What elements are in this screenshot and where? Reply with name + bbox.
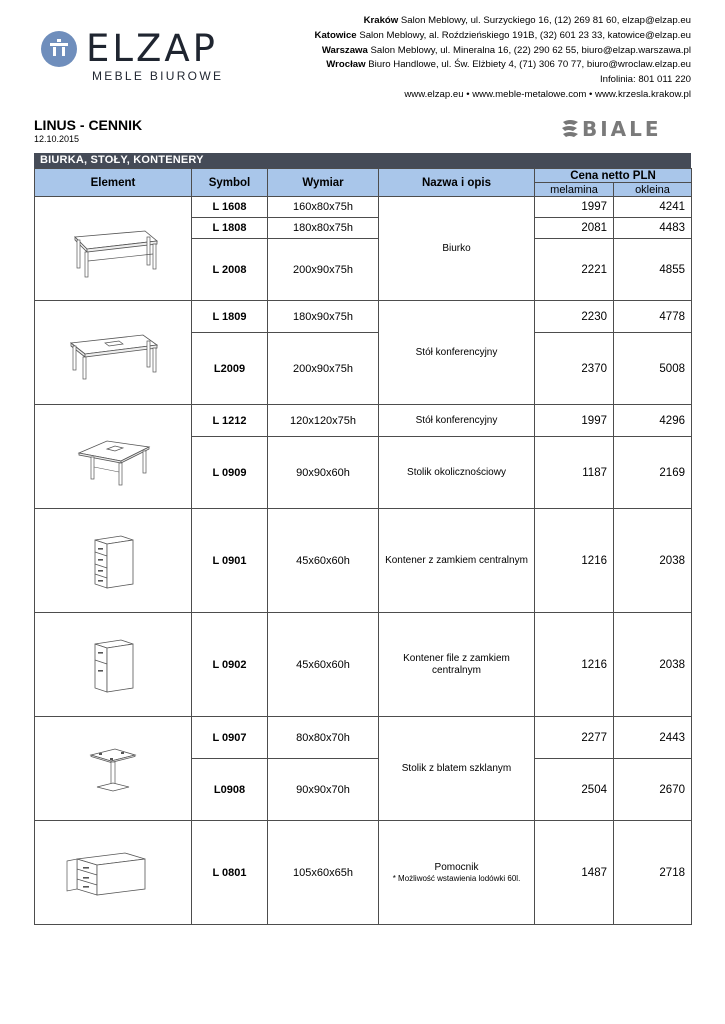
cell-wymiar: 180x90x75h [268,301,379,333]
cell-melamina: 1997 [535,405,614,437]
cell-okleina: 4855 [614,239,692,301]
cell-melamina: 2081 [535,218,614,239]
cell-melamina: 1187 [535,437,614,509]
cell-symbol: L 0801 [192,821,268,925]
header-okleina: okleina [614,183,692,197]
cell-description: Biurko [379,197,535,301]
cell-wymiar: 105x60x65h [268,821,379,925]
cell-okleina: 5008 [614,333,692,405]
logo-mark-icon [41,31,77,67]
table-row [35,717,692,759]
description-title: Pomocnik [434,861,479,873]
biale-logo [560,116,692,140]
cell-symbol: L 1608 [192,197,268,218]
cell-symbol: L 1808 [192,218,268,239]
table-row [35,509,692,613]
cell-description [379,821,535,925]
websites[interactable]: www.elzap.eu • www.meble-metalowe.com • www.krzesla.krakow.pl [404,88,691,100]
header-nazwa: Nazwa i opis [379,169,535,197]
brand-name: ELZAP [86,27,218,70]
cell-okleina: 4483 [614,218,692,239]
cell-melamina: 1216 [535,613,614,717]
cell-symbol: L 1212 [192,405,268,437]
contact-line-katowice: Katowice Salon Meblowy, al. Roździeńskiego 191B, (32) 601 23 33, katowice@elzap.eu [314,29,691,41]
price-table [34,153,691,925]
cell-symbol: L 0907 [192,717,268,759]
file-container-icon [35,613,192,717]
contact-block [315,14,691,103]
cell-melamina: 2230 [535,301,614,333]
contact-line-wroclaw: Wrocław Biuro Handlowe, ul. Św. Elżbiety 4, (71) 306 70 77, biuro@wroclaw.elzap.eu [326,59,691,71]
cell-symbol: L 0901 [192,509,268,613]
document-date: 12.10.2015 [34,134,80,144]
cell-description: Kontener z zamkiem centralnym [379,509,535,613]
cell-melamina: 1997 [535,197,614,218]
cell-wymiar: 200x90x75h [268,239,379,301]
desk-icon [35,197,192,301]
conference-table-icon [35,301,192,405]
glass-coffee-table-icon [35,717,192,821]
cell-description: Kontener file z zamkiem centralnym [379,613,535,717]
cell-symbol: L 0902 [192,613,268,717]
svg-text:BIALE: BIALE [582,117,662,140]
section-header: BIURKA, STOŁY, KONTENERY [34,153,691,168]
header-melamina: melamina [535,183,614,197]
contact-line-krakow: Kraków Salon Meblowy, ul. Surzyckiego 16, (12) 269 81 60, elzap@elzap.eu [363,15,691,26]
cell-wymiar: 180x80x75h [268,218,379,239]
cell-okleina: 2038 [614,613,692,717]
cell-description: Stół konferencyjny [379,301,535,405]
cell-okleina: 4296 [614,405,692,437]
cell-wymiar: 45x60x60h [268,613,379,717]
header-element: Element [35,169,192,197]
cell-symbol: L2009 [192,333,268,405]
cell-description: Stół konferencyjny [379,405,535,437]
cell-okleina: 2443 [614,717,692,759]
table-row [35,301,692,333]
header-symbol: Symbol [192,169,268,197]
brand-subtitle: MEBLE BIUROWE [92,69,224,83]
header-wymiar: Wymiar [268,169,379,197]
cell-okleina: 2670 [614,759,692,821]
cell-symbol: L 2008 [192,239,268,301]
description-note: * Możliwość wstawienia lodówki 60l. [392,873,521,883]
cell-symbol: L 0909 [192,437,268,509]
cell-description: Stolik okolicznościowy [379,437,535,509]
cell-okleina: 4241 [614,197,692,218]
infolinia: Infolinia: 801 011 220 [599,74,691,86]
cell-wymiar: 90x90x60h [268,437,379,509]
cell-description: Stolik z blatem szklanym [379,717,535,821]
cell-wymiar: 200x90x75h [268,333,379,405]
cell-okleina: 4778 [614,301,692,333]
cell-okleina: 2038 [614,509,692,613]
cell-melamina: 1487 [535,821,614,925]
cell-symbol: L 1809 [192,301,268,333]
cell-melamina: 1216 [535,509,614,613]
cell-okleina: 2169 [614,437,692,509]
table-row [35,821,692,925]
cell-wymiar: 120x120x75h [268,405,379,437]
cell-melamina: 2370 [535,333,614,405]
cell-symbol: L0908 [192,759,268,821]
cell-wymiar: 160x80x75h [268,197,379,218]
table-row [35,197,692,218]
cell-melamina: 2277 [535,717,614,759]
elzap-logo [38,27,238,85]
document-title: LINUS - CENNIK [34,117,143,133]
table-row [35,613,692,717]
cell-melamina: 2221 [535,239,614,301]
cell-okleina: 2718 [614,821,692,925]
drawer-container-icon [35,509,192,613]
cell-wymiar: 90x90x70h [268,759,379,821]
cell-wymiar: 80x80x70h [268,717,379,759]
header-cena: Cena netto PLN [535,169,692,183]
side-cabinet-icon [35,821,192,925]
table-row [35,405,692,437]
cell-melamina: 2504 [535,759,614,821]
contact-line-warszawa: Warszawa Salon Meblowy, ul. Mineralna 16, (22) 290 62 55, biuro@elzap.warszawa.pl [321,44,691,56]
cell-wymiar: 45x60x60h [268,509,379,613]
square-table-icon [35,405,192,509]
